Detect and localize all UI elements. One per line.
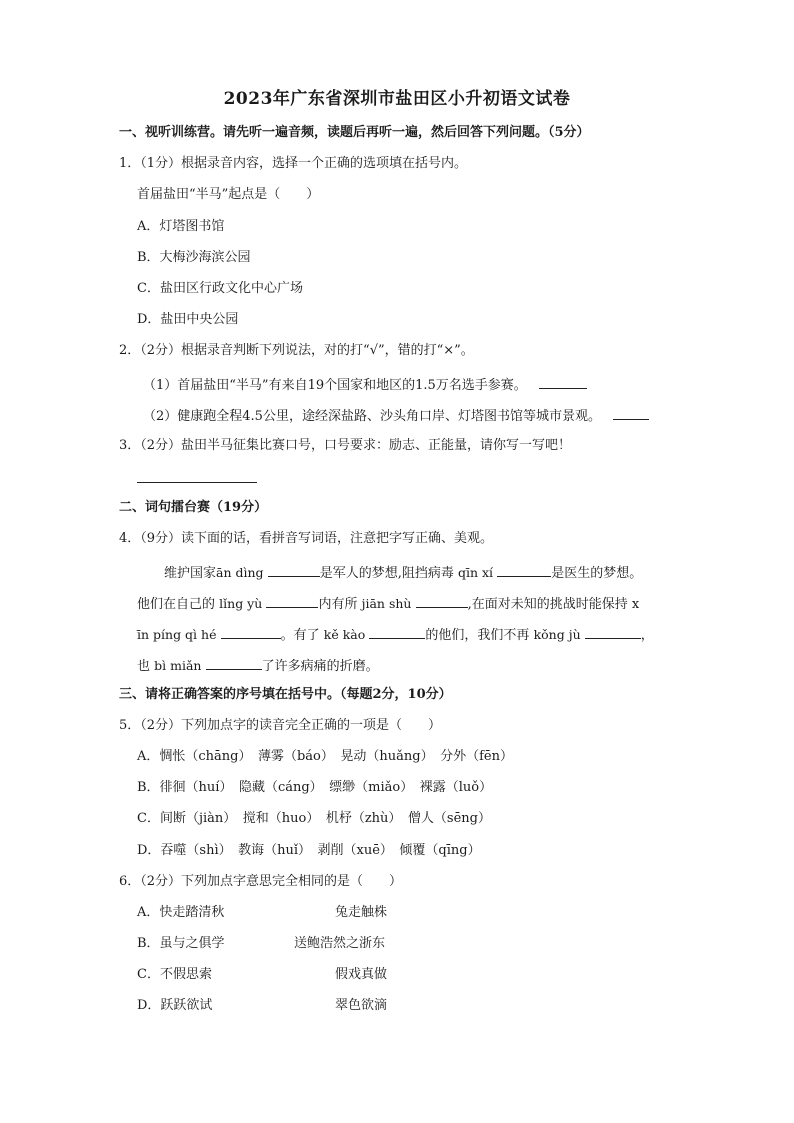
q1-stem: 1．（1分）根据录音内容，选择一个正确的选项填在括号内。 bbox=[119, 156, 468, 171]
q6-option-c bbox=[137, 966, 212, 984]
q4-blank[interactable] bbox=[369, 624, 425, 639]
q1-sub: 首届盐田“半马”起点是（ ） bbox=[137, 187, 320, 202]
q3-stem: 3．（2分）盐田半马征集比赛口号，口号要求：励志、正能量，请你写一写吧！ bbox=[119, 438, 572, 453]
q6-option-c-right: 假戏真做 bbox=[335, 967, 388, 982]
q4-blank[interactable] bbox=[497, 562, 551, 577]
q2-item-2-text: （2）健康跑全程4.5公里，途经深盐路、沙头角口岸、灯塔图书馆等城市景观。 bbox=[143, 409, 601, 424]
q4-text: 也 bbox=[137, 659, 151, 674]
q2-item-1-text: （1）首届盐田“半马”有来自19个国家和地区的1.5万名选手参赛。 bbox=[143, 378, 527, 393]
q6-stem: 6．（2分）下列加点字意思完全相同的是（ ） bbox=[119, 874, 403, 889]
section-heading-1: 一、视听训练营。请先听一遍音频，读题后再听一遍，然后回答下列问题。（5分） bbox=[119, 125, 590, 140]
q4-blank[interactable] bbox=[221, 624, 281, 639]
q4-text: ， bbox=[640, 628, 654, 643]
q4-text: 。有了 bbox=[280, 628, 320, 643]
q4-line-4 bbox=[137, 655, 379, 676]
q6-option-d bbox=[137, 997, 212, 1015]
q3-answer-line bbox=[137, 468, 257, 489]
q5-option-d: D．吞噬（shì） 教诲（huǐ） 剥削（xuē） 倾覆（qīng） bbox=[137, 843, 481, 858]
q4-text: 维护国家 bbox=[164, 566, 217, 581]
q1-option-d: D．盐田中央公园 bbox=[137, 312, 239, 327]
q6-option-d-right: 翠色欲滴 bbox=[335, 998, 388, 1013]
section-heading-3: 三、请将正确答案的序号填在括号中。（每题2分，10分） bbox=[119, 687, 452, 702]
q5-option-a: A．惆怅（chāng） 薄雾（báo） 晃动（huǎng） 分外（fēn） bbox=[137, 749, 513, 764]
q6-option-c-left: C．不假思索 bbox=[137, 967, 212, 982]
q4-text: 是医生的梦想。 bbox=[551, 566, 643, 581]
q4-text: ,在面对未知的挑战时能保持 x bbox=[467, 597, 640, 612]
q4-line-2 bbox=[137, 593, 639, 614]
q4-blank[interactable] bbox=[416, 593, 468, 608]
q4-text: 了许多病痛的折磨。 bbox=[261, 659, 379, 674]
q4-pinyin: qīn xí bbox=[457, 565, 494, 580]
q6-option-a-right: 兔走触株 bbox=[335, 905, 388, 920]
q4-pinyin: kě kào bbox=[323, 627, 366, 642]
q1-option-c: C．盐田区行政文化中心广场 bbox=[137, 281, 303, 296]
q4-pinyin: kǒng jù bbox=[533, 627, 581, 642]
q4-pinyin: ān dìng bbox=[216, 565, 264, 580]
q2-item-1-blank[interactable] bbox=[539, 374, 587, 389]
q2-item-1 bbox=[143, 374, 587, 395]
q6-option-d-left: D．跃跃欲试 bbox=[137, 998, 213, 1013]
q4-blank[interactable] bbox=[206, 655, 262, 670]
q1-option-b: B．大梅沙海滨公园 bbox=[137, 250, 251, 265]
q4-text: 内有所 bbox=[318, 597, 358, 612]
q2-item-2-blank[interactable] bbox=[613, 405, 649, 420]
q6-option-a bbox=[137, 904, 224, 922]
q5-option-c: C．间断（jiàn） 搅和（huo） 机杼（zhù） 僧人（sēng） bbox=[137, 811, 491, 826]
q1-option-a: A．灯塔图书馆 bbox=[137, 219, 225, 234]
q4-pinyin: jiān shù bbox=[361, 596, 412, 611]
q3-blank[interactable] bbox=[137, 468, 257, 483]
q4-blank[interactable] bbox=[266, 593, 318, 608]
section-heading-2: 二、词句擂台赛（19分） bbox=[119, 500, 268, 515]
q4-text: 他们在自己的 bbox=[137, 597, 216, 612]
q4-blank[interactable] bbox=[268, 562, 320, 577]
q5-option-b: B．徘徊（huí） 隐藏（cáng） 缥缈（miǎo） 裸露（luǒ） bbox=[137, 780, 493, 795]
q4-pinyin: īn píng qì hé bbox=[137, 627, 217, 642]
q2-item-2 bbox=[143, 405, 649, 426]
q4-stem: 4．（9分）读下面的话，看拼音写词语，注意把字写正确、美观。 bbox=[119, 531, 494, 546]
q4-text: 的他们，我们不再 bbox=[425, 628, 530, 643]
q5-stem: 5．（2分）下列加点字的读音完全正确的一项是（ ） bbox=[119, 718, 442, 733]
q4-blank[interactable] bbox=[585, 624, 641, 639]
q6-option-a-left: A．快走踏清秋 bbox=[137, 905, 225, 920]
q4-pinyin: lǐng yù bbox=[219, 596, 263, 611]
q4-line-1 bbox=[164, 562, 642, 583]
q6-option-b-left: B．虽与之俱学 bbox=[137, 936, 225, 951]
q4-line-3 bbox=[137, 624, 654, 645]
q2-stem: 2．（2分）根据录音判断下列说法，对的打“√”，错的打“×”。 bbox=[119, 343, 474, 358]
q4-text: 是军人的梦想,阻挡病毒 bbox=[319, 566, 454, 581]
q6-option-b bbox=[137, 935, 225, 953]
q6-option-b-right: 送鲍浩然之浙东 bbox=[294, 936, 386, 951]
page-title: 2023年广东省深圳市盐田区小升初语文试卷 bbox=[223, 89, 571, 109]
q4-pinyin: bì miǎn bbox=[154, 658, 202, 673]
